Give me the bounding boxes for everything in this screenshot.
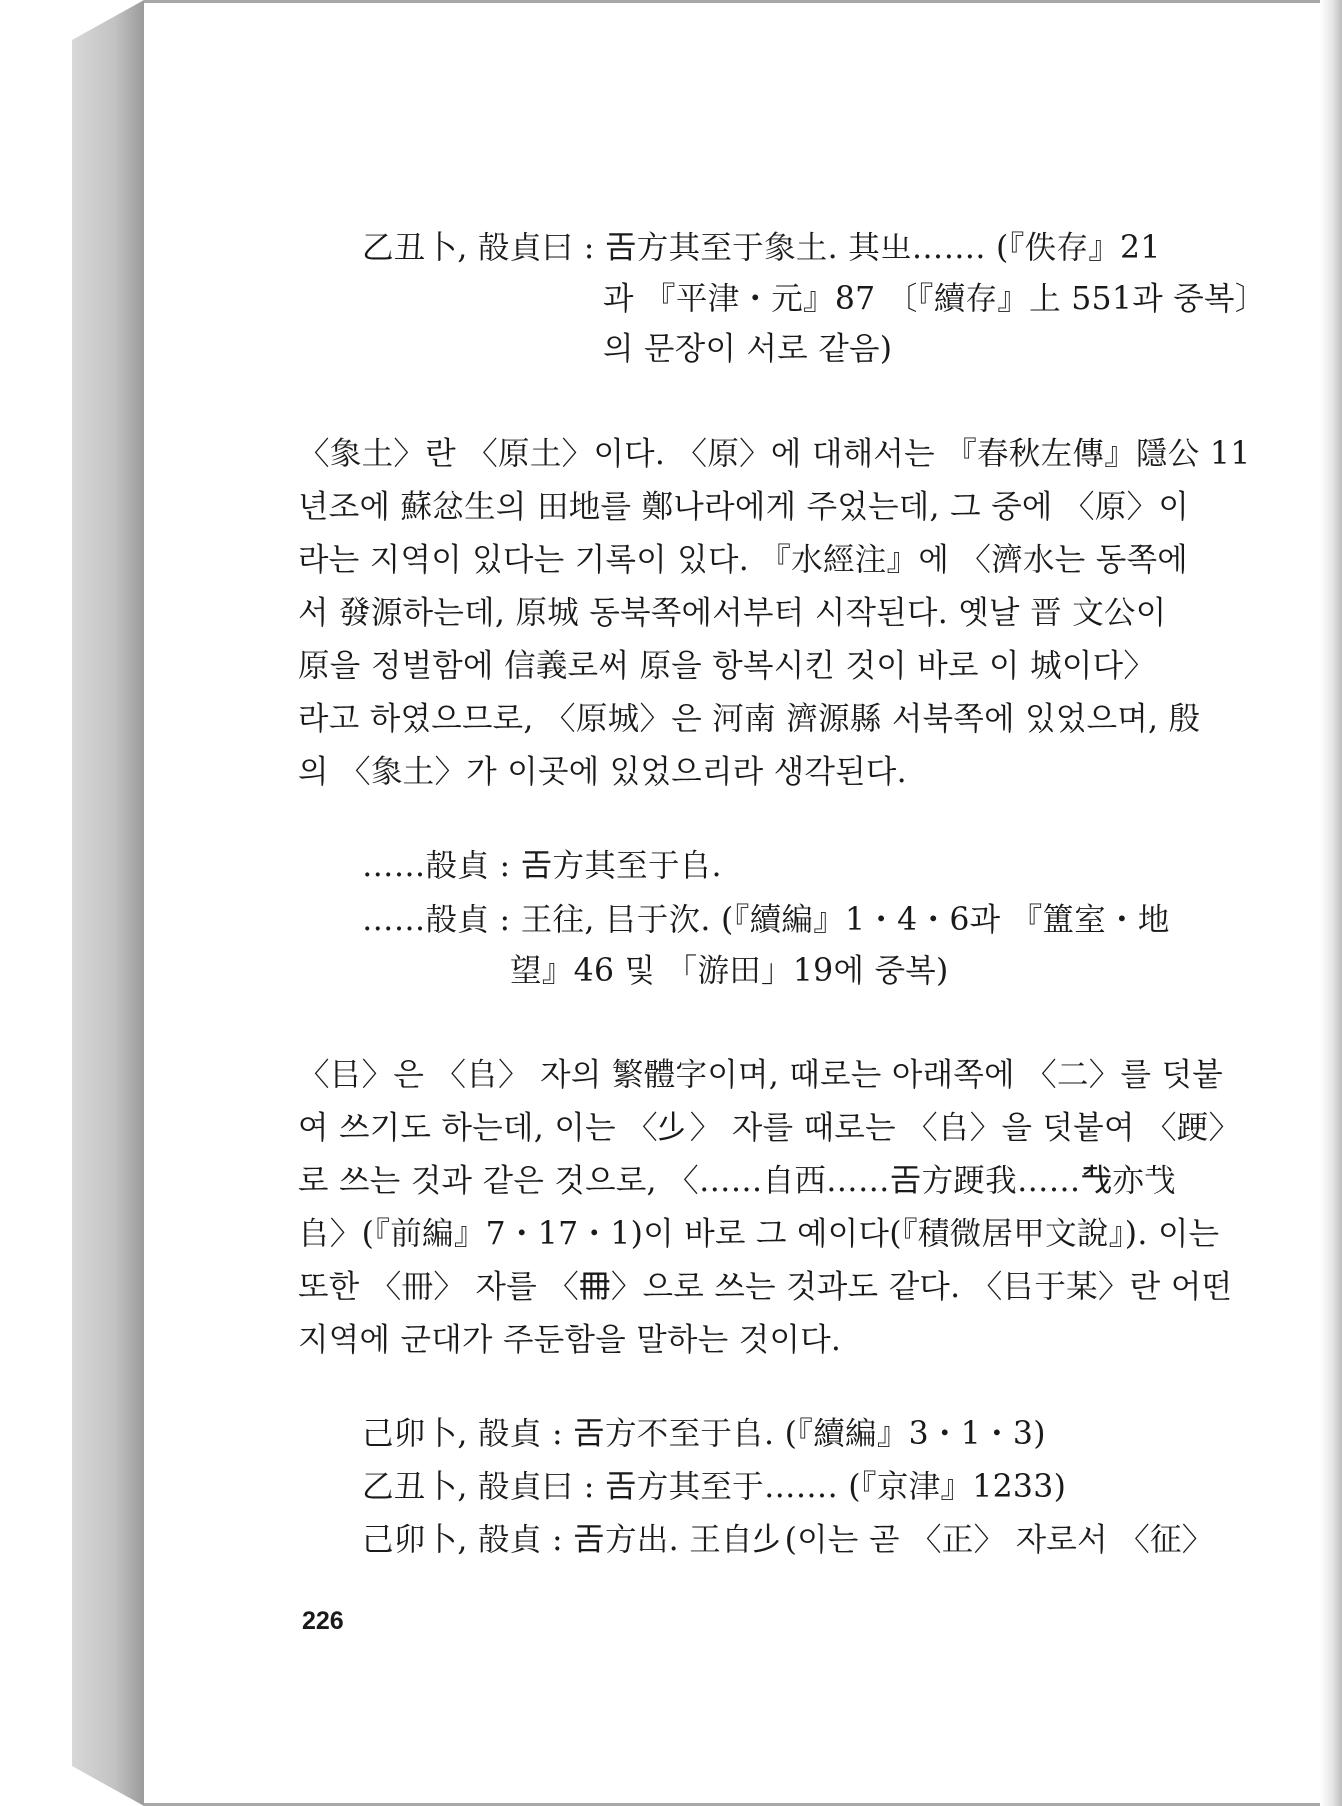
inscription-line: 乙丑卜, 㱿貞曰 : 𢀛方其至于……. (『京津』1233): [362, 1469, 1067, 1505]
paragraph-line: 原을 정벌함에 信義로써 原을 항복시킨 것이 바로 이 城이다〉: [298, 648, 1156, 684]
paragraph-line: 라는 지역이 있다는 기록이 있다. 『水經注』에 〈濟水는 동쪽에: [298, 542, 1189, 578]
paragraph-line: 여 쓰기도 하는데, 이는 〈𣥂〉 자를 때로는 〈𠂤〉을 덧붙여 〈𨁈〉: [298, 1110, 1241, 1146]
paragraph-line: 라고 하였으므로, 〈原城〉은 河南 濟源縣 서북쪽에 있었으며, 殷: [298, 701, 1201, 737]
book-spine: [72, 0, 144, 1806]
paragraph-line: 서 發源하는데, 原城 동북쪽에서부터 시작된다. 옛날 晋 文公이: [298, 595, 1167, 631]
inscription-line: ……㱿貞 : 王往, 㠯于㳄. (『續編』1・4・6과 『簠室・地: [362, 902, 1170, 938]
citation-line: 과 『平津・元』87 〔『續存』上 551과 중복〕: [603, 281, 1267, 317]
paragraph-line: 지역에 군대가 주둔함을 말하는 것이다.: [298, 1322, 842, 1358]
paragraph-line: 로 쓰는 것과 같은 것으로, 〈……自西……𢀛方𨁈我……𢦔亦𢦏: [298, 1163, 1176, 1199]
paragraph-line: 의 〈𧰼土〉가 이곳에 있었으리라 생각된다.: [298, 754, 907, 790]
paragraph-line: 년조에 蘇忿生의 田地를 鄭나라에게 주었는데, 그 중에 〈原〉이: [298, 489, 1190, 525]
paragraph-line: 〈㠯〉은 〈𠂤〉 자의 繁體字이며, 때로는 아래쪽에 〈二〉를 덧붙: [298, 1057, 1224, 1093]
inscription-line: ……㱿貞 : 𢀛方其至于𠂤.: [362, 848, 722, 884]
paragraph-line: 〈𧰼土〉란 〈原土〉이다. 〈原〉에 대해서는 『春秋左傳』隱公 11: [298, 436, 1251, 472]
inscription-line: 己卯卜, 㱿貞 : 𢀛方出. 王自𣥂(이는 곧 〈正〉 자로서 〈征〉: [362, 1522, 1214, 1558]
inscription-line: 己卯卜, 㱿貞 : 𢀛方不至于𠂤. (『續編』3・1・3): [362, 1416, 1046, 1452]
paragraph-line: 또한 〈冊〉 자를 〈𠕋〉으로 쓰는 것과도 같다. 〈㠯于某〉란 어떤: [298, 1269, 1233, 1305]
citation-line: 望』46 및 「游田」19에 중복): [510, 953, 949, 989]
page-number: 226: [302, 1607, 344, 1635]
inscription-line: 乙丑卜, 㱿貞曰 : 𢀛方其至于𧰼土. 其㞢……. (『佚存』21: [362, 230, 1161, 266]
citation-line: 의 문장이 서로 같음): [603, 331, 893, 367]
page-right-edge: [1320, 0, 1342, 1806]
paragraph-line: 𠂤〉(『前編』7・17・1)이 바로 그 예이다(『積微居甲文說』). 이는: [298, 1216, 1220, 1252]
